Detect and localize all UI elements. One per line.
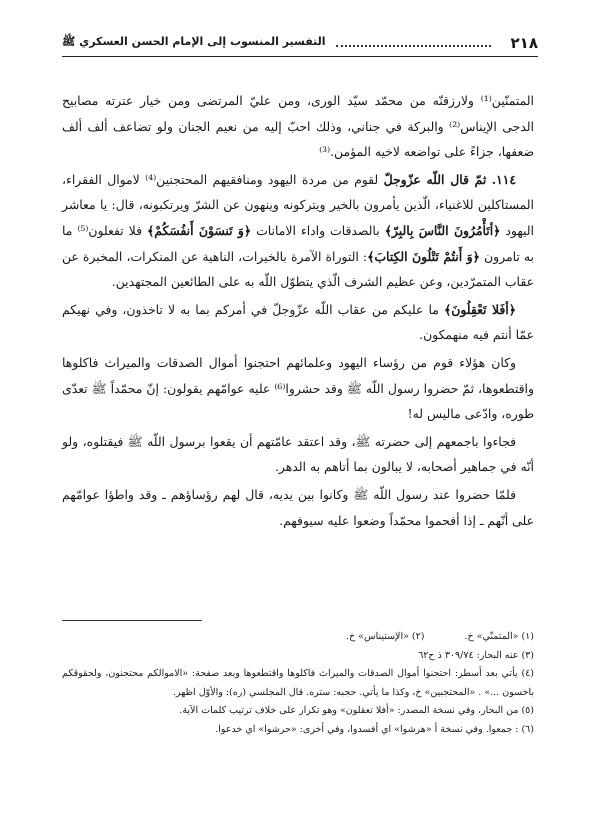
paragraph-5: فجاءوا باجمعهم إلى حضرته ﷺ، وقد اعتقد عامّتهم أن يقعوا برسول اللّه ﷺ فيقتلوه، ولو أنّه في جماهير أصحابه، لا يبالون بما أتاهم به الدهر. — [62, 433, 534, 475]
quran-quote-1: ﴿أتَأْمُرُونَ النَّاسَ بِالبِرّ﴾ — [384, 222, 501, 238]
paragraph-3 — [62, 297, 534, 348]
paragraph-2 — [62, 167, 534, 295]
footnotes — [62, 628, 534, 740]
page-number: ٢١٨ — [510, 34, 538, 52]
paragraph-6: فلمّا حضروا عند رسول اللّه ﷺ وكانوا بين يديه، قال لهم رؤساؤهم ـ وقد واطؤا عوامّهم على أنّهم ـ إذا أفحموا محمّداً وضعوا عليه سيوفهم. — [62, 486, 534, 528]
paragraph-2-lead: ثمّ قال اللّه عزّوجلّ — [383, 171, 487, 187]
quran-quote-2: ﴿وَ تَنسَوْنَ أَنفُسَكُمْ﴾ — [146, 222, 252, 238]
footnote-2: (٢) «الإستيناس» خ. — [346, 631, 425, 642]
footnote-4: (٤) يأتي بعد أسطر: احتجنوا أموال الصدقات والميراث فاكلوها واقتطعوها وبعد صفحة: «الاموالكم محتجنون، ولحقوقكم باخسون ...» . «المحتجبين» خ، وكذا ما يأتي. حجبه: ستره. قال المجلسي (ره): والأوّل اظهر. — [62, 668, 534, 698]
footnote-separator — [62, 620, 202, 621]
paragraph-4: وكان هؤلاء قوم من رؤساء اليهود وعلمائهم احتجنوا أموال الصدقات والميراث فاكلوها واقتطعوها، ثمّ حضروا رسول اللّه ﷺ وقد حشروا⁽⁶⁾ عليه عوامّهم يقولون: إنّ محمّداً ﷺ تعدّى طوره، وادّعى ماليس له! — [62, 354, 534, 422]
paragraph-2-text-d: : التوراة الآمرة بالخيرات، الناهية عن المنكرات، المخبرة عن عقاب المتمرّدين، وعن عظيم الشرف الّذي يتطوّل اللّه به على الطائعين المجتهدين. — [62, 248, 534, 290]
paragraph-1: المتمنّين⁽¹⁾ ولارزقنّه من محمّد سيّد الورى، ومن عليّ المرتضى ومن خيار عترته مصابيح الدجى الإيناس⁽²⁾ والبركة في جناني، وذلك احبّ إليه من نعيم الجنان ولو تضاعف ألف ألف ضعفها، جزاءً على تواضعه لاخيه المؤمن.⁽³⁾ — [62, 93, 534, 160]
quran-quote-3: ﴿وَ أَنتُمْ تَتْلُونَ الكِتابَ﴾ — [367, 248, 480, 264]
section-number: ١١٤. — [491, 171, 516, 187]
paragraph-2-text-b: بالصدقات واداء الامانات — [251, 222, 385, 238]
page-header — [62, 30, 538, 57]
footnote-3: (٣) عنه البحار: ٣٠٩/٧٤ ذ ح٦٢ — [418, 649, 534, 661]
footnote-row-1 — [62, 628, 534, 647]
footnote-rule-line — [62, 620, 202, 621]
paragraph-2-text-a: لقوم من مردة اليهود ومنافقيهم المحتجنين⁽⁴⁾ لاموال الفقراء، المستاكلين للاغنياء، الّذين يأمرون بالخير ويتركونه وينهون عن الشرّ ويرتكبونه، قال: يا معاشر اليهود — [62, 171, 534, 238]
main-text — [62, 88, 534, 535]
running-title: التفسير المنسوب إلى الإمام الحسن العسكري ﷺ — [62, 35, 326, 48]
quran-quote-4: ﴿أفَلا تَعْقِلُونَ﴾ — [443, 301, 516, 317]
header-dotted-rule — [336, 45, 491, 47]
footnote-6: (٦) : جمعوا. وفي نسخة أ «هرشوا» اي أفسدوا، وفي أخرى: «حرشوا» اي خدعوا. — [215, 723, 534, 735]
footnote-5: (٥) من البحار، وفي نسخة المصدر: «أفلا تعقلون» وهو تكرار على خلاف ترتيب كلمات الآية. — [179, 705, 534, 717]
footnote-1: (١) «المتمنّي» خ. — [464, 631, 534, 642]
paragraph-3-text: ما عليكم من عقاب اللّه عزّوجلّ في أمركم بما به لا تاخذون، وفي نهيكم عمّا أنتم فيه منهمكون. — [62, 301, 534, 343]
paragraph-2-text-c: فلا تفعلون⁽⁵⁾ ما به تامرون — [62, 222, 534, 264]
